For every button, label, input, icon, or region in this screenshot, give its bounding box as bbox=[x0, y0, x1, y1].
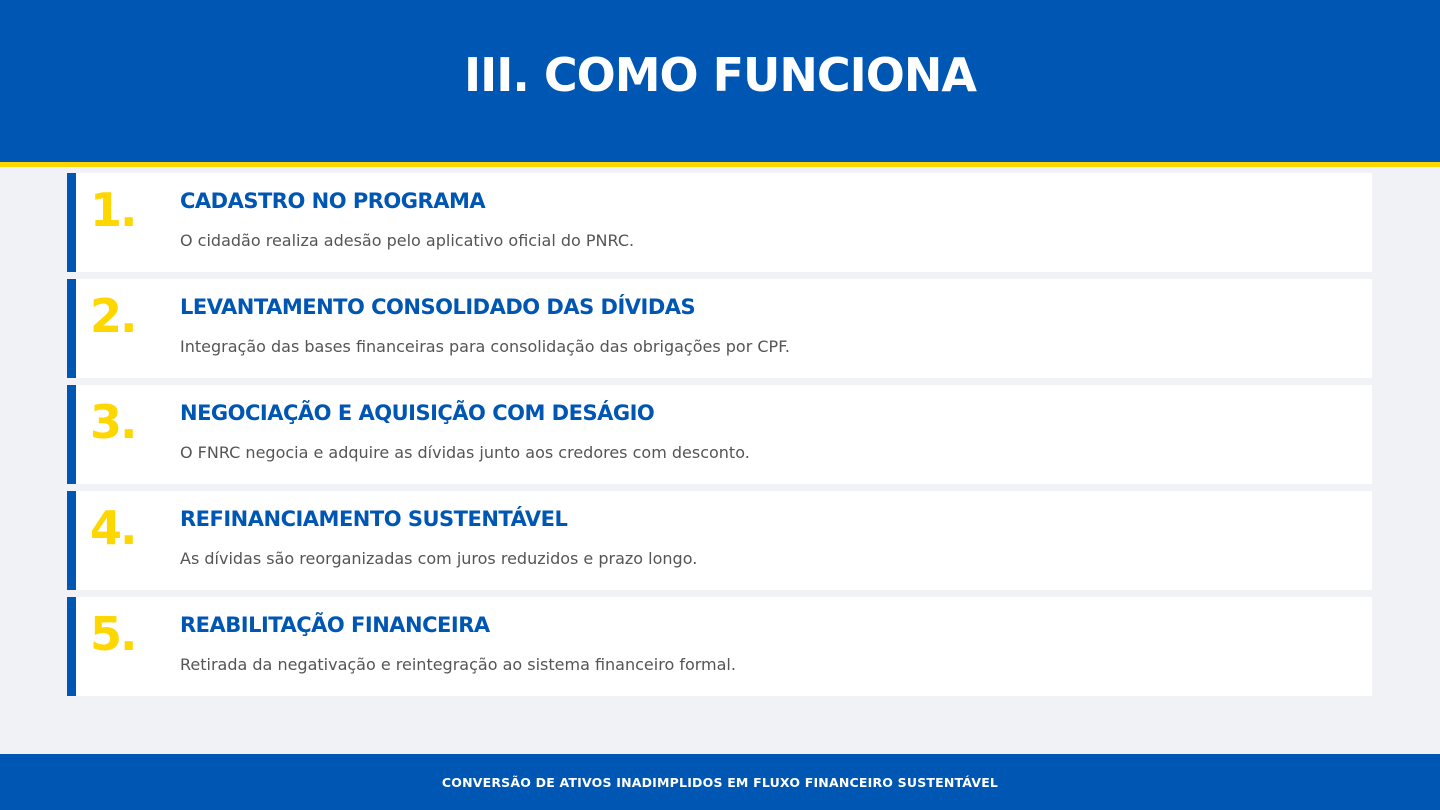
step-number: 3. bbox=[90, 395, 136, 449]
step-description: O cidadão realiza adesão pelo aplicativo oficial do PNRC. bbox=[180, 231, 635, 250]
step-number: 5. bbox=[90, 607, 136, 661]
step-card-2 bbox=[67, 279, 1372, 378]
step-description: As dívidas são reorganizadas com juros reduzidos e prazo longo. bbox=[180, 549, 698, 568]
step-description: Retirada da negativação e reintegração ao sistema financeiro formal. bbox=[180, 655, 736, 674]
step-title: NEGOCIAÇÃO E AQUISIÇÃO COM DESÁGIO bbox=[180, 401, 655, 425]
page-header bbox=[0, 0, 1440, 162]
step-card-4 bbox=[67, 491, 1372, 590]
header-divider bbox=[0, 162, 1440, 167]
footer-tagline: CONVERSÃO DE ATIVOS INADIMPLIDOS EM FLUXO FINANCEIRO SUSTENTÁVEL bbox=[441, 774, 999, 790]
step-title: CADASTRO NO PROGRAMA bbox=[180, 189, 486, 213]
step-title: REFINANCIAMENTO SUSTENTÁVEL bbox=[180, 507, 568, 531]
step-number: 1. bbox=[90, 183, 136, 237]
step-card-3 bbox=[67, 385, 1372, 484]
steps-list bbox=[67, 173, 1372, 703]
step-number: 2. bbox=[90, 289, 136, 343]
page-footer bbox=[0, 754, 1440, 810]
step-description: O FNRC negocia e adquire as dívidas junto aos credores com desconto. bbox=[180, 443, 750, 462]
step-description: Integração das bases financeiras para consolidação das obrigações por CPF. bbox=[180, 337, 790, 356]
step-title: LEVANTAMENTO CONSOLIDADO DAS DÍVIDAS bbox=[180, 295, 696, 319]
step-number: 4. bbox=[90, 501, 136, 555]
step-title: REABILITAÇÃO FINANCEIRA bbox=[180, 613, 490, 637]
page-title: III. COMO FUNCIONA bbox=[464, 48, 976, 102]
step-card-1 bbox=[67, 173, 1372, 272]
step-card-5 bbox=[67, 597, 1372, 696]
